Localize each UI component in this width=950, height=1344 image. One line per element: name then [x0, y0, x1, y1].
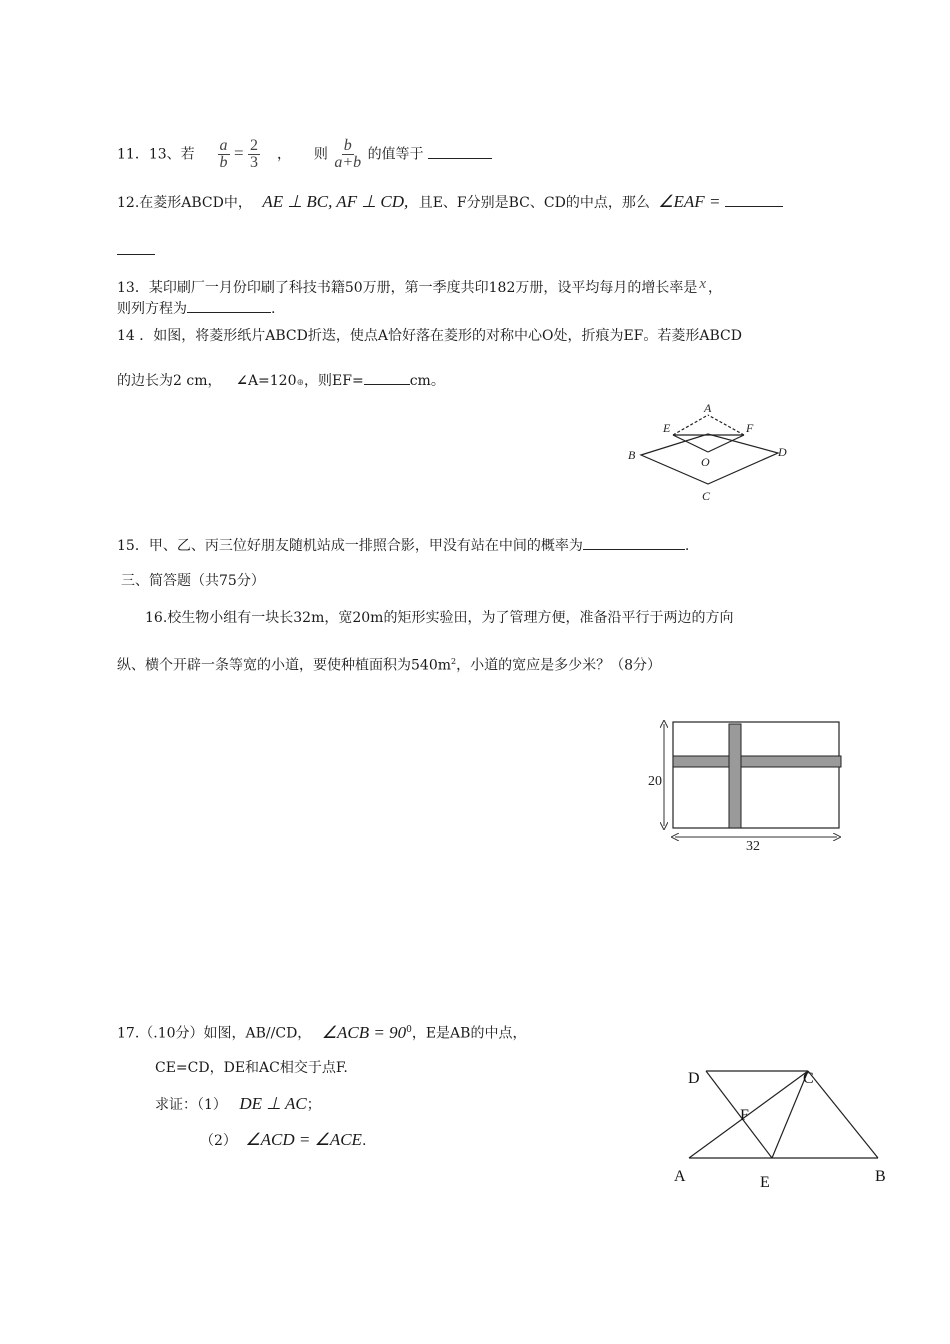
- q17-prove-label: 求证：（1）: [155, 1097, 227, 1113]
- answer-blank: [187, 298, 271, 313]
- question-14: [117, 326, 742, 346]
- label-a: A: [704, 401, 712, 415]
- q13-end: .: [271, 301, 276, 317]
- q13-text: 13．某印刷厂一月份印刷了科技书籍50万册，第一季度共印182万册，设平均每月的增长率是: [117, 280, 698, 296]
- label-b: B: [875, 1168, 886, 1185]
- equals-sign: =: [234, 143, 244, 163]
- field-rectangle: [673, 722, 839, 828]
- label-e: E: [663, 421, 671, 435]
- question-17: [117, 1020, 526, 1044]
- segment-fo: [708, 435, 744, 452]
- answer-blank: [364, 370, 410, 385]
- q17-prove2-end: .: [361, 1133, 367, 1149]
- question-17-prove2: [200, 1130, 366, 1151]
- q17-line1-a: 17.（.10分）如图，AB//CD，: [117, 1025, 312, 1042]
- q14-line2-d: cm。: [409, 373, 445, 389]
- label-d: D: [778, 445, 787, 459]
- q17-prove2-label: （2）: [200, 1133, 237, 1149]
- q14-line1: 14 ．如图，将菱形纸片ABCD折迭，使点A恰好落在菱形的对称中心O处，折痕为EF。若菱形ABCD: [117, 328, 742, 344]
- q15-text: 15．甲、乙、丙三位好朋友随机站成一排照合影，甲没有站在中间的概率为: [117, 538, 583, 554]
- fraction-b-over-a-plus-b: $\frac{b}{a+b}$: [334, 137, 362, 171]
- q17-line1-b: ，E是AB的中点，: [411, 1025, 527, 1042]
- fraction-a-over-b: $\frac{a}{b}$: [219, 137, 228, 171]
- question-14-line2: [117, 370, 445, 393]
- trapezoid-diagram: [660, 1060, 900, 1200]
- q12-angle-eaf: ∠EAF =: [658, 192, 721, 211]
- question-17-prove1: [155, 1094, 321, 1115]
- q14-line2-a: 的边长为2 cm，: [117, 373, 222, 389]
- q12-mid-text: 且E、F分别是BC、CD的中点，那么: [418, 195, 650, 211]
- label-a: A: [674, 1168, 686, 1185]
- q13-comma: ，: [708, 280, 723, 296]
- q12-perpendicular-condition: AE ⊥ BC, AF ⊥ CD,: [262, 192, 409, 211]
- width-label: 32: [746, 839, 760, 854]
- question-16-line2: [117, 652, 661, 676]
- height-label: 20: [648, 774, 662, 789]
- question-13-line2: [117, 298, 275, 319]
- fraction-2-over-3: $\frac{2}{3}$: [250, 137, 259, 171]
- q17-sup: 0: [406, 1025, 412, 1035]
- answer-blank: [725, 192, 783, 207]
- q17-prove1: DE ⊥ AC: [239, 1094, 307, 1113]
- label-d: D: [688, 1070, 700, 1087]
- answer-blank: [583, 535, 685, 550]
- label-c: C: [803, 1070, 814, 1087]
- segment-cb: [808, 1071, 878, 1158]
- q16-line2-b: ，小道的宽应是多少米？（8分）: [456, 657, 662, 674]
- rhombus-fold-diagram: [620, 398, 800, 508]
- q15-end: .: [684, 538, 690, 554]
- question-13: [117, 274, 722, 298]
- q12-prefix: 12.在菱形ABCD中，: [117, 195, 252, 211]
- q14-line2-c: ，则EF=: [304, 373, 364, 389]
- label-c: C: [702, 489, 711, 503]
- q17-prove1-end: ；: [306, 1097, 321, 1113]
- q11-suffix: 的值等于: [367, 146, 424, 163]
- q16-sup: 2: [451, 657, 457, 666]
- segment-de: [706, 1071, 772, 1158]
- q14-line2-b: A=120: [247, 373, 297, 389]
- section-heading: 三、简答题（共75分）: [121, 573, 265, 589]
- q17-prove2: ∠ACD = ∠ACE: [245, 1130, 362, 1149]
- q11-comma: ，: [276, 146, 291, 163]
- q16-line2-a: 纵、横个开辟一条等宽的小道，要使种植面积为540m: [117, 657, 451, 674]
- q13-variable: x: [699, 276, 707, 292]
- label-f: F: [740, 1107, 749, 1124]
- q11-prefix: 11．13、若: [117, 146, 195, 163]
- question-16: [145, 608, 733, 628]
- label-b: B: [628, 448, 636, 462]
- q17-angle-acb: ∠ACB = 90: [321, 1022, 407, 1042]
- q13-line2: 则列方程为: [117, 301, 187, 317]
- q17-line2: CE=CD，DE和AC相交于点F.: [155, 1060, 348, 1076]
- question-11: [117, 138, 492, 171]
- dashed-ea: [673, 415, 708, 435]
- label-f: F: [746, 421, 754, 435]
- vertical-path: [729, 724, 741, 828]
- question-12: [117, 192, 783, 213]
- degree-icon: ⊕: [296, 378, 305, 388]
- answer-blank-continued: [117, 240, 155, 261]
- q16-line1: 16.校生物小组有一块长32m，宽20m的矩形实验田，为了管理方便，准备沿平行于两边的方向: [145, 610, 734, 626]
- horizontal-path: [673, 756, 841, 767]
- label-e: E: [760, 1174, 770, 1191]
- angle-icon: ∠: [235, 373, 248, 389]
- field-path-diagram: [640, 712, 850, 858]
- label-o: O: [701, 455, 710, 469]
- q11-then: 则: [313, 146, 328, 163]
- answer-blank: [428, 144, 492, 159]
- question-15: [117, 535, 689, 556]
- question-17-line2: [155, 1058, 348, 1078]
- dashed-fa: [708, 415, 744, 435]
